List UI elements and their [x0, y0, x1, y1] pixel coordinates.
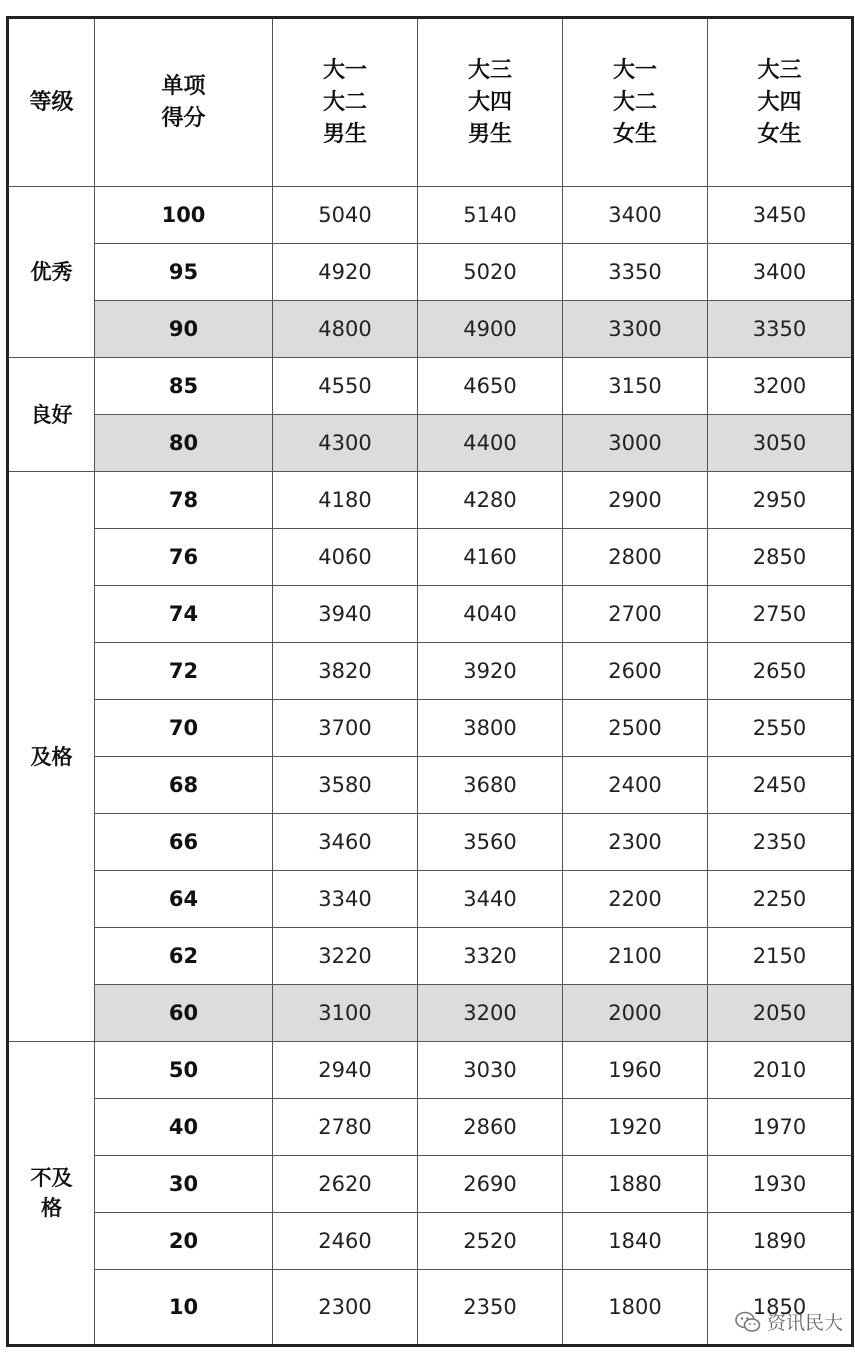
score-cell: 60 [95, 985, 273, 1042]
value-cell: 1960 [563, 1042, 708, 1099]
table-row [8, 529, 853, 586]
header-female-y12: 大一 大二 女生 [563, 18, 708, 187]
value-cell: 4180 [273, 472, 418, 529]
value-cell: 3400 [563, 187, 708, 244]
table-row [8, 1270, 853, 1346]
value-cell: 2600 [563, 643, 708, 700]
table-row [8, 700, 853, 757]
value-cell: 3200 [708, 358, 853, 415]
value-cell: 2250 [708, 871, 853, 928]
table-row [8, 1042, 853, 1099]
value-cell: 2950 [708, 472, 853, 529]
score-cell: 95 [95, 244, 273, 301]
value-cell: 2780 [273, 1099, 418, 1156]
value-cell: 2700 [563, 586, 708, 643]
score-cell: 74 [95, 586, 273, 643]
score-cell: 10 [95, 1270, 273, 1346]
value-cell: 2350 [418, 1270, 563, 1346]
value-cell: 3920 [418, 643, 563, 700]
score-cell: 80 [95, 415, 273, 472]
wechat-icon [735, 1311, 761, 1333]
value-cell: 2900 [563, 472, 708, 529]
header-score: 单项 得分 [95, 18, 273, 187]
value-cell: 4400 [418, 415, 563, 472]
value-cell: 3800 [418, 700, 563, 757]
value-cell: 3450 [708, 187, 853, 244]
value-cell: 3680 [418, 757, 563, 814]
value-cell: 4650 [418, 358, 563, 415]
score-cell: 70 [95, 700, 273, 757]
value-cell: 4900 [418, 301, 563, 358]
table-row [8, 187, 853, 244]
value-cell: 5140 [418, 187, 563, 244]
value-cell: 3100 [273, 985, 418, 1042]
score-cell: 90 [95, 301, 273, 358]
value-cell: 1920 [563, 1099, 708, 1156]
value-cell: 4040 [418, 586, 563, 643]
table-row [8, 757, 853, 814]
table-row [8, 985, 853, 1042]
value-cell: 2200 [563, 871, 708, 928]
value-cell: 3320 [418, 928, 563, 985]
value-cell: 2940 [273, 1042, 418, 1099]
table-row [8, 1213, 853, 1270]
table-row [8, 928, 853, 985]
value-cell: 3030 [418, 1042, 563, 1099]
header-female-y34: 大三 大四 女生 [708, 18, 853, 187]
table-row [8, 643, 853, 700]
value-cell: 3440 [418, 871, 563, 928]
header-male-y12: 大一 大二 男生 [273, 18, 418, 187]
value-cell: 3050 [708, 415, 853, 472]
value-cell: 2010 [708, 1042, 853, 1099]
score-cell: 72 [95, 643, 273, 700]
value-cell: 4920 [273, 244, 418, 301]
value-cell: 2650 [708, 643, 853, 700]
value-cell: 2520 [418, 1213, 563, 1270]
watermark-text: 资讯民大 [766, 1312, 843, 1334]
table-row [8, 358, 853, 415]
value-cell: 2850 [708, 529, 853, 586]
value-cell: 2500 [563, 700, 708, 757]
grade-cell: 良好 [8, 358, 95, 472]
score-cell: 30 [95, 1156, 273, 1213]
score-cell: 85 [95, 358, 273, 415]
score-cell: 100 [95, 187, 273, 244]
score-cell: 64 [95, 871, 273, 928]
score-cell: 40 [95, 1099, 273, 1156]
score-cell: 20 [95, 1213, 273, 1270]
score-cell: 76 [95, 529, 273, 586]
grade-cell: 及格 [8, 472, 95, 1042]
score-cell: 78 [95, 472, 273, 529]
table-row [8, 415, 853, 472]
grade-cell: 优秀 [8, 187, 95, 358]
value-cell: 2690 [418, 1156, 563, 1213]
table-row [8, 244, 853, 301]
table-row [8, 472, 853, 529]
value-cell: 1930 [708, 1156, 853, 1213]
value-cell: 3700 [273, 700, 418, 757]
value-cell: 2860 [418, 1099, 563, 1156]
score-cell: 66 [95, 814, 273, 871]
value-cell: 3350 [563, 244, 708, 301]
value-cell: 2100 [563, 928, 708, 985]
value-cell: 4280 [418, 472, 563, 529]
value-cell: 3350 [708, 301, 853, 358]
value-cell: 3300 [563, 301, 708, 358]
table-row [8, 871, 853, 928]
value-cell: 2400 [563, 757, 708, 814]
score-table [6, 16, 854, 1347]
value-cell: 4300 [273, 415, 418, 472]
value-cell: 2350 [708, 814, 853, 871]
value-cell: 2300 [273, 1270, 418, 1346]
value-cell: 1840 [563, 1213, 708, 1270]
header-row [8, 18, 853, 187]
value-cell: 4800 [273, 301, 418, 358]
score-cell: 50 [95, 1042, 273, 1099]
value-cell: 1800 [563, 1270, 708, 1346]
value-cell: 4060 [273, 529, 418, 586]
value-cell: 3150 [563, 358, 708, 415]
value-cell: 3940 [273, 586, 418, 643]
value-cell: 2750 [708, 586, 853, 643]
value-cell: 3340 [273, 871, 418, 928]
value-cell: 3220 [273, 928, 418, 985]
grade-cell: 不及 格 [8, 1042, 95, 1346]
value-cell: 5040 [273, 187, 418, 244]
value-cell: 2450 [708, 757, 853, 814]
score-cell: 68 [95, 757, 273, 814]
value-cell: 3460 [273, 814, 418, 871]
value-cell: 3820 [273, 643, 418, 700]
value-cell: 3000 [563, 415, 708, 472]
value-cell: 3580 [273, 757, 418, 814]
header-grade: 等级 [8, 18, 95, 187]
value-cell: 2150 [708, 928, 853, 985]
value-cell: 2300 [563, 814, 708, 871]
value-cell: 1880 [563, 1156, 708, 1213]
value-cell: 1850 [708, 1270, 853, 1346]
value-cell: 5020 [418, 244, 563, 301]
value-cell: 3560 [418, 814, 563, 871]
value-cell: 3400 [708, 244, 853, 301]
table-row [8, 814, 853, 871]
table-row [8, 301, 853, 358]
table-row [8, 1156, 853, 1213]
value-cell: 4550 [273, 358, 418, 415]
value-cell: 2050 [708, 985, 853, 1042]
score-cell: 62 [95, 928, 273, 985]
value-cell: 2550 [708, 700, 853, 757]
value-cell: 3200 [418, 985, 563, 1042]
table-row [8, 1099, 853, 1156]
value-cell: 2000 [563, 985, 708, 1042]
value-cell: 2800 [563, 529, 708, 586]
value-cell: 1970 [708, 1099, 853, 1156]
value-cell: 2620 [273, 1156, 418, 1213]
value-cell: 2460 [273, 1213, 418, 1270]
watermark [735, 1308, 843, 1335]
table-row [8, 586, 853, 643]
header-male-y34: 大三 大四 男生 [418, 18, 563, 187]
value-cell: 4160 [418, 529, 563, 586]
value-cell: 1890 [708, 1213, 853, 1270]
